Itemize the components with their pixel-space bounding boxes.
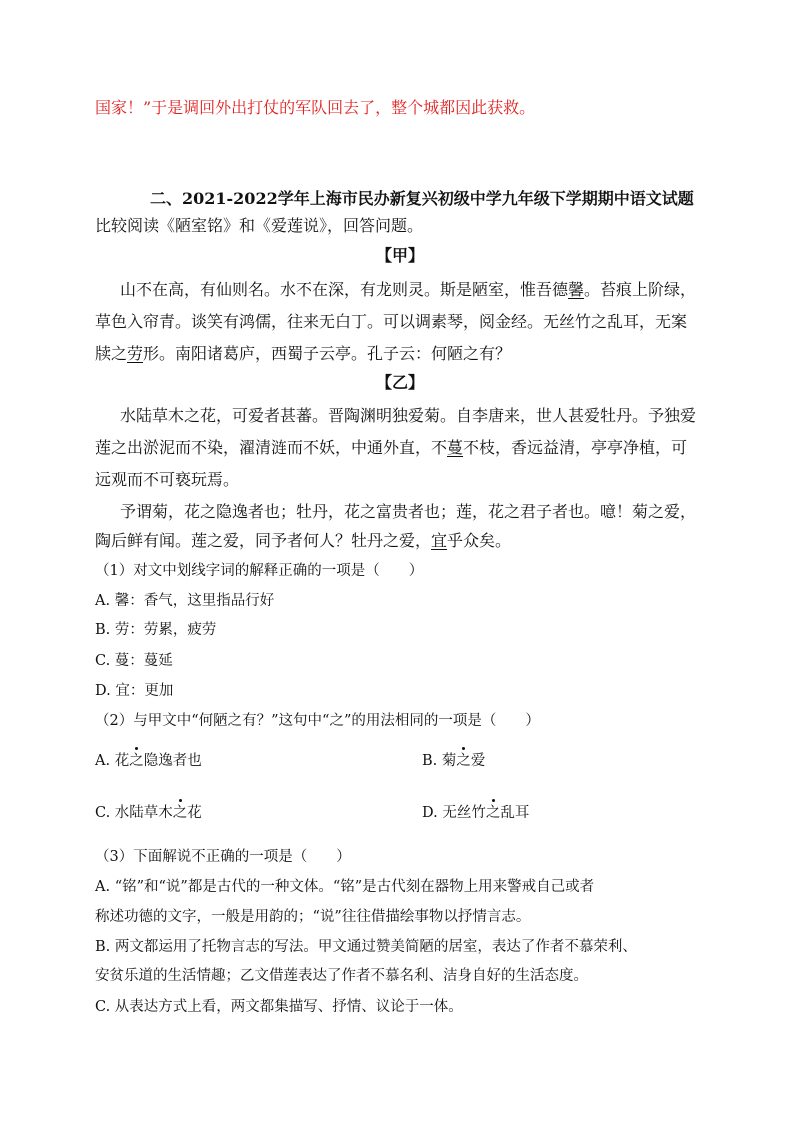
jia-line-1 bbox=[120, 279, 696, 301]
underlined-word-xin: 馨 bbox=[568, 280, 585, 299]
question-3-option-a-line-2: 称述功德的文字，一般是用韵的；“说”往往借描绘事物以抒情言志。 bbox=[95, 909, 531, 925]
yi-para1-line-2-a: 莲之出淤泥而不染，濯清涟而不妖，中通外直，不 bbox=[95, 438, 448, 457]
question-3-option-a-line-1: A. “铭”和“说”都是古代的一种文体。“铭”是古代刻在器物上用来警戒自己或者 bbox=[95, 879, 595, 895]
question-1-stem: （1）对文中划线字词的解释正确的一项是（ ） bbox=[95, 563, 424, 579]
emphasis-dot-zhi-c: 之 bbox=[173, 802, 188, 824]
question-1-option-a: A. 馨：香气，这里指品行好 bbox=[95, 593, 275, 609]
question-2-option-d bbox=[422, 802, 529, 824]
question-1-option-d: D. 宜：更加 bbox=[95, 683, 174, 699]
instruction: 比较阅读《陋室铭》和《爱莲说》，回答问题。 bbox=[95, 216, 424, 235]
underlined-word-lao: 劳 bbox=[127, 344, 144, 363]
q2-c-pre: C. 水陆草木 bbox=[95, 805, 173, 821]
yi-para1-line-3: 远观而不可亵玩焉。 bbox=[95, 470, 240, 489]
question-2-option-a bbox=[95, 750, 202, 772]
underlined-word-man: 蔓 bbox=[447, 438, 464, 457]
section-title: 二、2021-2022学年上海市民办新复兴初级中学九年级下学期期中语文试题 bbox=[150, 189, 694, 208]
yi-para2-line-2-b: 乎众矣。 bbox=[447, 531, 512, 550]
q2-a-pre: A. 花 bbox=[95, 753, 130, 769]
question-3-option-b-line-1: B. 两文都运用了托物言志的写法。甲文通过赞美简陋的居室，表达了作者不慕荣利、 bbox=[95, 939, 637, 955]
q2-c-post: 花 bbox=[187, 805, 202, 821]
jia-line-1-a: 山不在高，有仙则名。水不在深，有龙则灵。斯是陋室，惟吾德 bbox=[120, 280, 569, 299]
question-1-option-b: B. 劳：劳累，疲劳 bbox=[95, 622, 217, 638]
emphasis-dot-zhi-d: 之 bbox=[486, 802, 501, 824]
yi-para1-line-2 bbox=[95, 437, 687, 459]
yi-para1-line-2-b: 不枝，香远益清，亭亭净植，可 bbox=[463, 438, 688, 457]
underlined-word-yi: 宜 bbox=[431, 531, 448, 550]
yi-para1-line-1: 水陆草木之花，可爱者甚蕃。晋陶渊明独爱菊。自李唐来，世人甚爱牡丹。予独爱 bbox=[120, 406, 697, 425]
q2-b-post: 爱 bbox=[470, 753, 486, 769]
yi-para2-line-2-a: 陶后鲜有闻。莲之爱，同予者何人？牡丹之爱， bbox=[95, 531, 432, 550]
question-2-option-c bbox=[95, 802, 202, 824]
jia-heading: 【甲】 bbox=[375, 246, 424, 265]
q2-b-pre: B. 菊 bbox=[422, 753, 457, 769]
yi-heading: 【乙】 bbox=[375, 373, 424, 392]
red-continuation-line: 国家！”于是调回外出打仗的军队回去了，整个城都因此获救。 bbox=[95, 98, 536, 117]
yi-para2-line-1: 予谓菊，花之隐逸者也；牡丹，花之富贵者也；莲，花之君子者也。噫！菊之爱， bbox=[120, 502, 697, 521]
jia-line-3 bbox=[95, 343, 511, 365]
q2-d-post: 乱耳 bbox=[500, 805, 530, 821]
jia-line-3-b: 形。南阳诸葛庐，西蜀子云亭。孔子云：何陋之有？ bbox=[143, 344, 512, 363]
jia-line-3-a: 牍之 bbox=[95, 344, 128, 363]
emphasis-dot-zhi-a: 之 bbox=[129, 750, 144, 772]
q2-a-post: 隐逸者也 bbox=[143, 753, 202, 769]
jia-line-1-b: 。苔痕上阶绿， bbox=[584, 280, 697, 299]
emphasis-dot-zhi-b: 之 bbox=[456, 750, 471, 772]
q2-d-pre: D. 无丝竹 bbox=[422, 805, 486, 821]
question-3-option-b-line-2: 安贫乐道的生活情趣；乙文借莲表达了作者不慕名利、洁身自好的生活态度。 bbox=[95, 968, 588, 984]
question-3-option-c: C. 从表达方式上看，两文都集描写、抒情、议论于一体。 bbox=[95, 999, 463, 1015]
yi-para2-line-2 bbox=[95, 530, 511, 552]
question-3-stem: （3）下面解说不正确的一项是（ ） bbox=[95, 849, 351, 865]
question-2-option-b bbox=[422, 750, 485, 772]
jia-line-2: 草色入帘青。谈笑有鸿儒，往来无白丁。可以调素琴，阅金经。无丝竹之乱耳，无案 bbox=[95, 312, 688, 331]
question-2-stem: （2）与甲文中“何陋之有？”这句中“之”的用法相同的一项是（ ） bbox=[95, 713, 540, 729]
question-1-option-c: C. 蔓：蔓延 bbox=[95, 653, 173, 669]
